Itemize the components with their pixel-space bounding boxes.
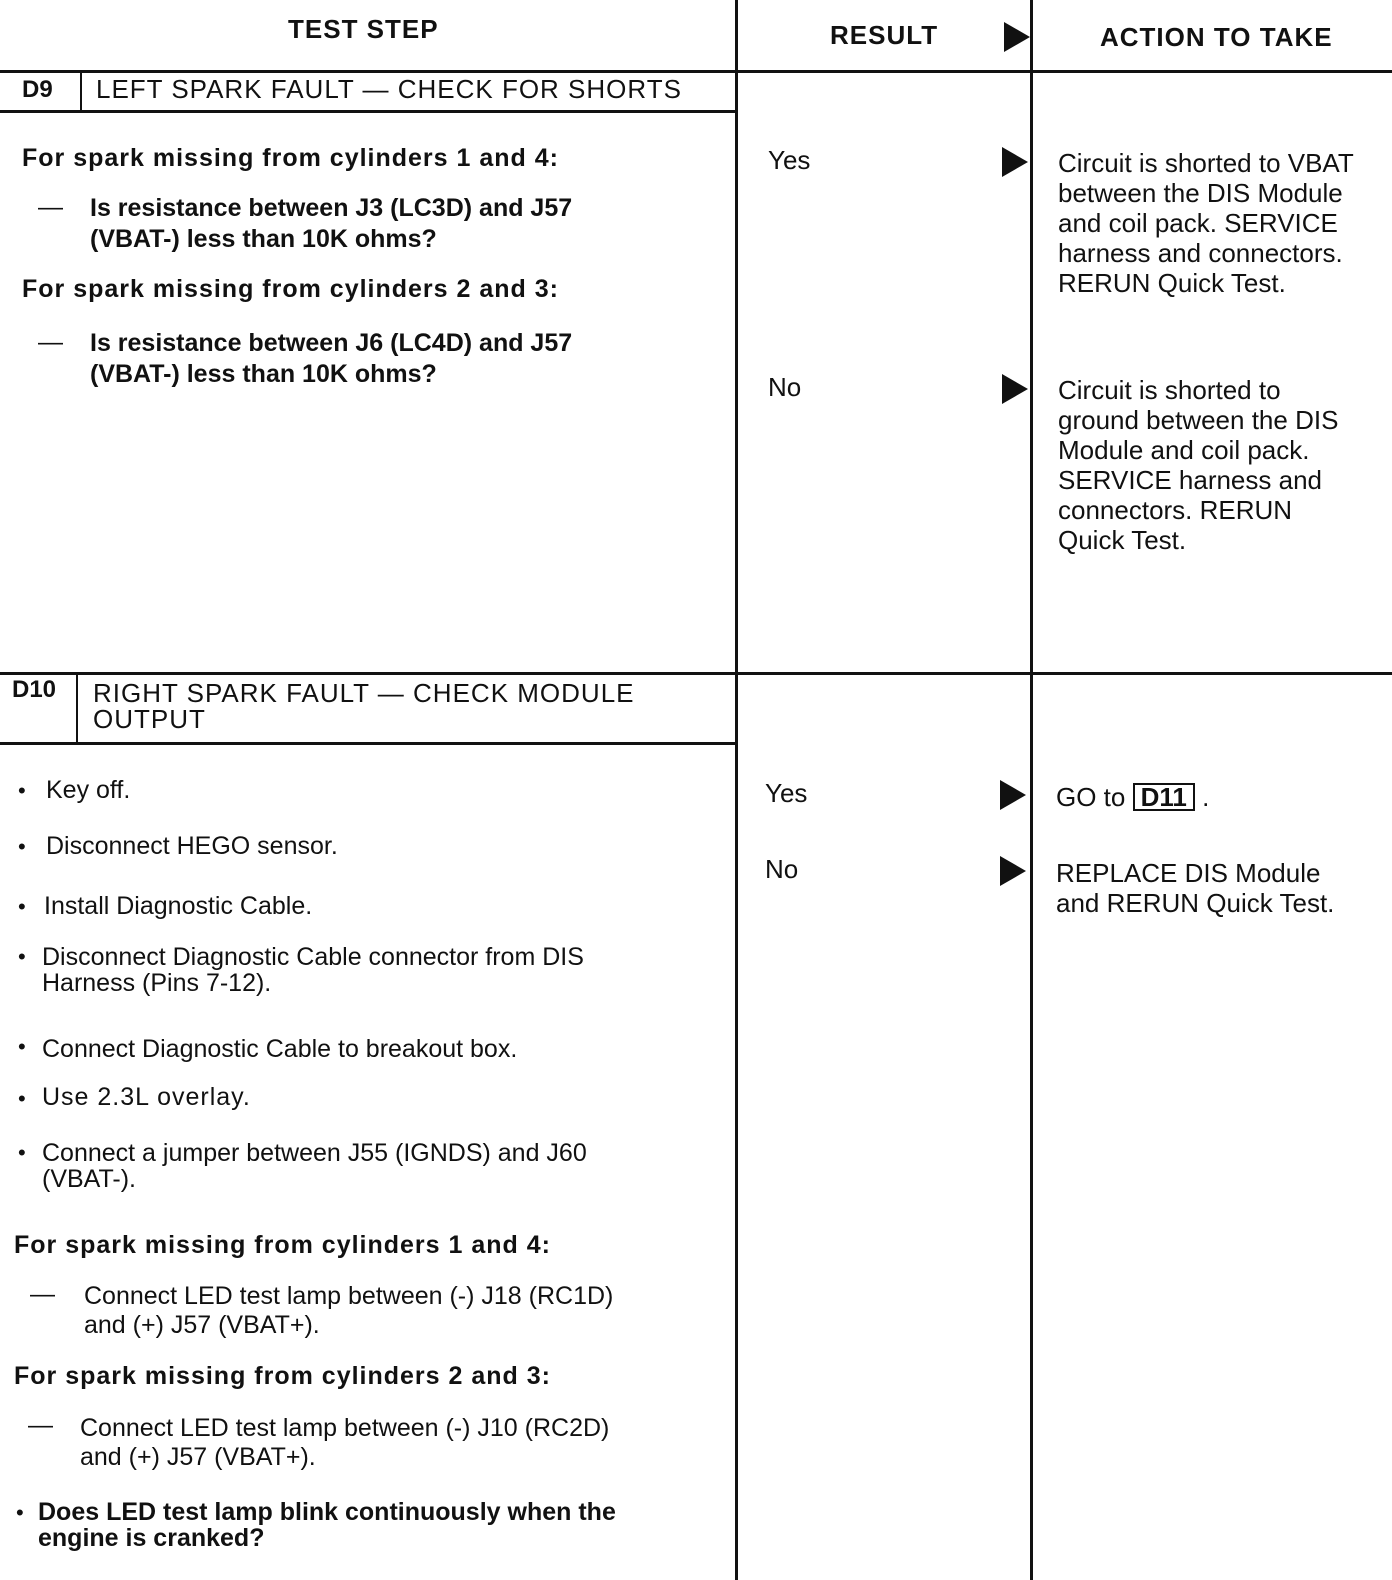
dash-icon: —: [30, 1280, 55, 1308]
d9-question-1-line2: (VBAT-) less than 10K ohms?: [90, 225, 437, 253]
d9-action-no: Circuit is shorted to ground between the DIS Module and coil pack. SERVICE harness and connectors. RERUN Quick Test.: [1058, 375, 1339, 555]
d10-step-2: Disconnect HEGO sensor.: [46, 832, 338, 860]
bullet-icon: •: [18, 944, 26, 969]
d10-result-yes: Yes: [765, 778, 808, 808]
bullet-icon: •: [18, 1086, 26, 1111]
arrow-icon: [1000, 856, 1026, 886]
d10-sub-1-line2: and (+) J57 (VBAT+).: [84, 1311, 320, 1339]
header-test-step: TEST STEP: [288, 14, 439, 44]
d10-step-title-line1: RIGHT SPARK FAULT — CHECK MODULE: [93, 678, 635, 708]
d10-question-line2: engine is cranked?: [38, 1524, 265, 1552]
d10-sub-1-line1: Connect LED test lamp between (-) J18 (RC1D): [84, 1282, 614, 1310]
d10-step-6: Use 2.3L overlay.: [42, 1083, 251, 1111]
d10-step-7-line2: (VBAT-).: [42, 1165, 136, 1193]
d9-question-2-line2: (VBAT-) less than 10K ohms?: [90, 360, 437, 388]
d9-result-yes: Yes: [768, 145, 811, 175]
bullet-icon: •: [16, 1500, 24, 1525]
d10-condition-2: For spark missing from cylinders 2 and 3:: [14, 1362, 551, 1390]
d9-condition-1: For spark missing from cylinders 1 and 4:: [22, 144, 559, 172]
d9-result-no: No: [768, 372, 802, 402]
d9-id-divider: [80, 72, 82, 112]
arrow-icon: [1002, 374, 1028, 404]
d10-question-line1: Does LED test lamp blink continuously when the: [38, 1498, 616, 1526]
d10-sub-2-line2: and (+) J57 (VBAT+).: [80, 1443, 316, 1471]
d9-step-id: D9: [22, 76, 53, 103]
d9-question-2-line1: Is resistance between J6 (LC4D) and J57: [90, 329, 573, 357]
d9-question-1-line1: Is resistance between J3 (LC3D) and J57: [90, 194, 573, 222]
column-divider-right: [1030, 0, 1033, 1580]
d10-id-divider: [76, 674, 78, 744]
bullet-icon: •: [18, 834, 26, 859]
d10-result-no: No: [765, 854, 799, 884]
bullet-icon: •: [18, 778, 26, 803]
d9-step-title: LEFT SPARK FAULT — CHECK FOR SHORTS: [96, 74, 682, 104]
d9-action-yes: Circuit is shorted to VBAT between the DIS Module and coil pack. SERVICE harness and connectors. RERUN Quick Test.: [1058, 148, 1354, 298]
header-rule: [0, 70, 1392, 73]
header-result: RESULT: [830, 20, 939, 50]
d10-step-7-line1: Connect a jumper between J55 (IGNDS) and J60: [42, 1139, 587, 1167]
d10-title-rule: [0, 742, 737, 745]
d10-step-4-line2: Harness (Pins 7-12).: [42, 969, 272, 997]
d10-step-3: Install Diagnostic Cable.: [44, 892, 313, 920]
d10-step-title-line2: OUTPUT: [93, 704, 206, 734]
arrow-icon: [1002, 147, 1028, 177]
d10-step-1: Key off.: [46, 776, 131, 804]
d10-action-no: REPLACE DIS Module and RERUN Quick Test.: [1056, 858, 1335, 918]
d10-step-5: Connect Diagnostic Cable to breakout box.: [42, 1035, 518, 1063]
d9-condition-2: For spark missing from cylinders 2 and 3:: [22, 275, 559, 303]
d10-top-rule: [0, 672, 1392, 675]
d10-action-yes-prefix: GO to: [1056, 782, 1126, 812]
bullet-icon: •: [18, 1140, 26, 1165]
dash-icon: —: [38, 328, 63, 356]
dash-icon: —: [28, 1411, 53, 1439]
d10-action-yes: [1056, 782, 1376, 812]
bullet-icon: •: [18, 894, 26, 919]
d10-step-4-line1: Disconnect Diagnostic Cable connector from DIS: [42, 943, 584, 971]
arrow-icon: [1000, 780, 1026, 810]
d10-condition-1: For spark missing from cylinders 1 and 4:: [14, 1231, 551, 1259]
header-action: ACTION TO TAKE: [1100, 22, 1333, 52]
dash-icon: —: [38, 193, 63, 221]
d10-action-yes-ref: D11: [1133, 783, 1195, 811]
column-divider-left: [735, 0, 738, 1580]
d10-action-yes-suffix: .: [1202, 782, 1210, 812]
bullet-icon: •: [18, 1034, 26, 1059]
d9-title-rule: [0, 110, 737, 113]
header-arrow-icon: [1004, 22, 1030, 52]
d10-step-id: D10: [12, 676, 57, 703]
d10-sub-2-line1: Connect LED test lamp between (-) J10 (RC2D): [80, 1414, 610, 1442]
